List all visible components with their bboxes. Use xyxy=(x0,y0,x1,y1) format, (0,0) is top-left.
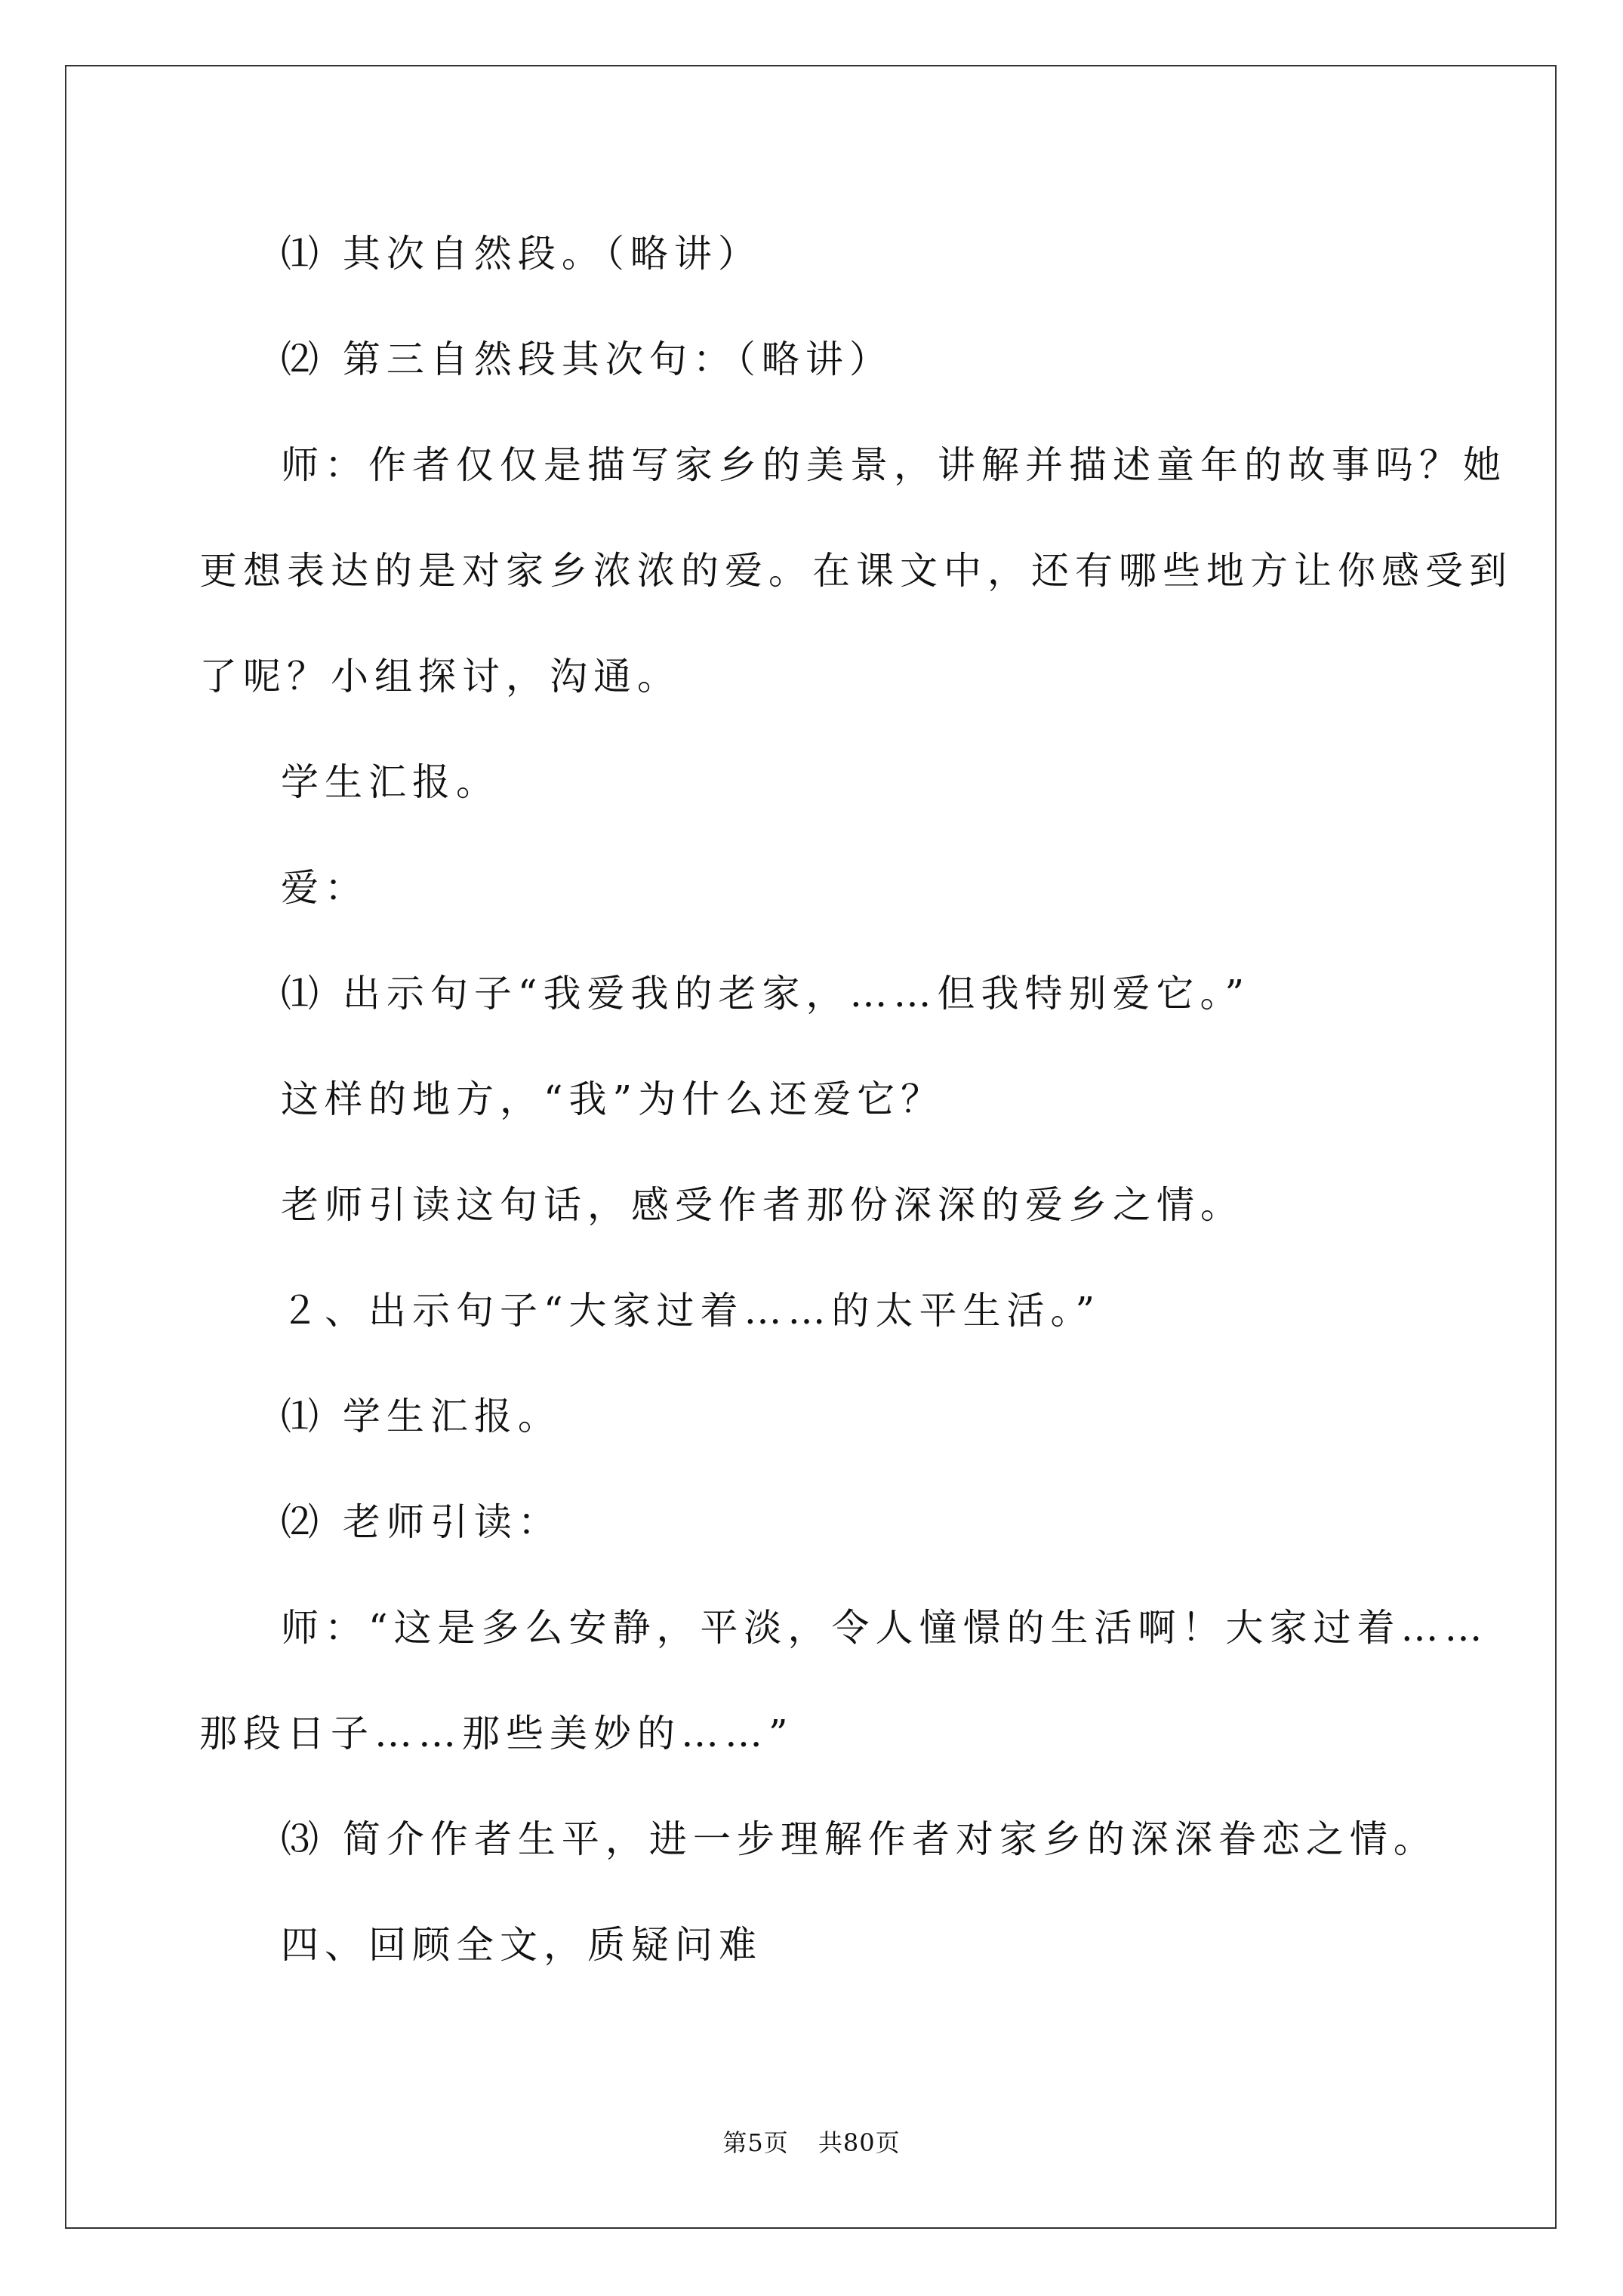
page-footer xyxy=(0,2128,1623,2158)
text-line: ⑴ 出示句子“我爱我的老家，……但我特别爱它。” xyxy=(281,972,1251,1015)
text-line: 四、回顾全文，质疑问难 xyxy=(281,1923,762,1967)
text-line: 这样的地方，“我”为什么还爱它？ xyxy=(281,1077,945,1121)
page-number: 第5页 xyxy=(722,2128,789,2157)
page-border xyxy=(65,65,1557,2229)
text-line: ⑴ 学生汇报。 xyxy=(281,1395,562,1438)
text-line: ⑵ 老师引读： xyxy=(281,1500,562,1544)
text-line: 师：“这是多么安静，平淡，令人憧憬的生活啊！大家过着…… xyxy=(281,1606,1489,1650)
text-line: 学生汇报。 xyxy=(281,760,500,804)
text-line: 老师引读这句话，感受作者那份深深的爱乡之情。 xyxy=(281,1183,1244,1227)
text-line: ⑴ 其次自然段。（略讲） xyxy=(281,232,762,276)
text-line: 那段日子……那些美妙的……” xyxy=(199,1712,794,1755)
text-line: ⑶ 简介作者生平，进一步理解作者对家乡的深深眷恋之情。 xyxy=(281,1817,1437,1861)
text-line: 更想表达的是对家乡浓浓的爱。在课文中，还有哪些地方让你感受到 xyxy=(199,549,1513,593)
page-total: 共80页 xyxy=(818,2128,901,2157)
text-line: ⑵ 第三自然段其次句：（略讲） xyxy=(281,337,893,381)
text-line: 了呢？小组探讨，沟通。 xyxy=(199,655,681,698)
text-line: 爱： xyxy=(281,866,368,910)
text-line: 师：作者仅仅是描写家乡的美景，讲解并描述童年的故事吗？她 xyxy=(281,443,1507,487)
text-line: ２、出示句子“大家过着……的太平生活。” xyxy=(281,1289,1101,1333)
